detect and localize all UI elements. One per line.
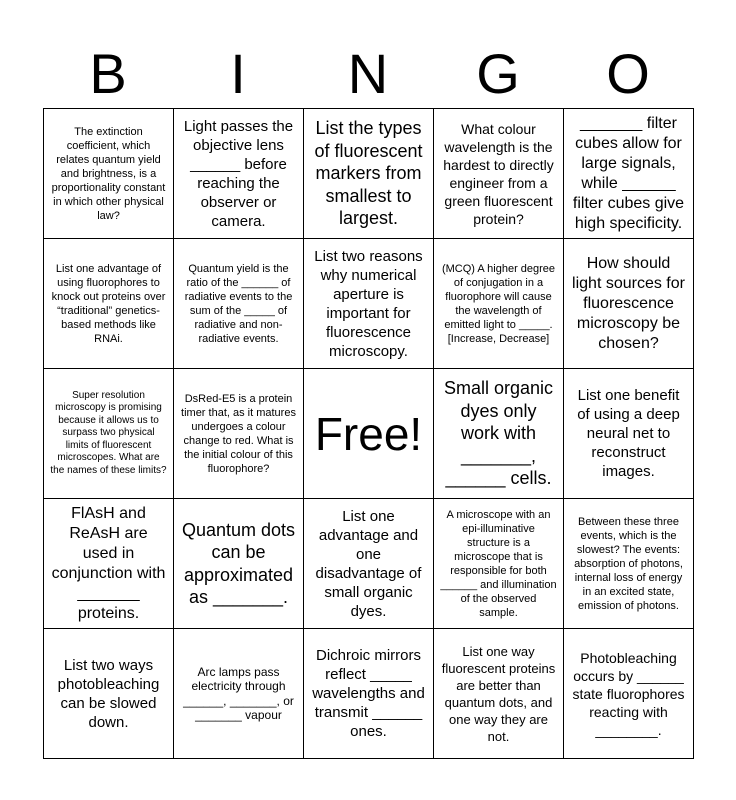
bingo-cell[interactable]: _______ filter cubes allow for large signals, while ______ filter cubes give high specificity. <box>564 109 694 239</box>
bingo-header <box>43 40 693 108</box>
bingo-cell[interactable]: How should light sources for fluorescence microscopy be chosen? <box>564 239 694 369</box>
bingo-cell[interactable]: List two ways photobleaching can be slowed down. <box>44 629 174 759</box>
bingo-cell[interactable]: Quantum dots can be approximated as _______. <box>174 499 304 629</box>
bingo-cell[interactable]: Small organic dyes only work with _______, ______ cells. <box>434 369 564 499</box>
grid-row <box>44 499 694 629</box>
bingo-cell[interactable]: List one advantage and one disadvantage of small organic dyes. <box>304 499 434 629</box>
bingo-cell[interactable]: List one benefit of using a deep neural net to reconstruct images. <box>564 369 694 499</box>
bingo-cell[interactable]: Arc lamps pass electricity through ______, _______, or _______ vapour <box>174 629 304 759</box>
header-letter-n: N <box>347 42 389 105</box>
header-letter-b: B <box>89 42 127 105</box>
bingo-cell[interactable]: List the types of fluorescent markers from smallest to largest. <box>304 109 434 239</box>
bingo-cell[interactable]: Dichroic mirrors reflect _____ wavelengths and transmit ______ ones. <box>304 629 434 759</box>
grid-row <box>44 369 694 499</box>
bingo-cell[interactable]: Light passes the objective lens ______ before reaching the observer or camera. <box>174 109 304 239</box>
bingo-grid <box>43 108 694 759</box>
bingo-cell[interactable]: What colour wavelength is the hardest to directly engineer from a green fluorescent protein? <box>434 109 564 239</box>
free-space[interactable]: Free! <box>304 369 434 499</box>
grid-row <box>44 239 694 369</box>
bingo-cell[interactable]: Super resolution microscopy is promising because it allows us to surpass two physical limits of fluorescent microscopes. What are the names of these limits? <box>44 369 174 499</box>
bingo-cell[interactable]: (MCQ) A higher degree of conjugation in a fluorophore will cause the wavelength of emitted light to _____. [Increase, Decrease] <box>434 239 564 369</box>
bingo-cell[interactable]: The extinction coefficient, which relates quantum yield and brightness, is a proportionality constant in which other physical law? <box>44 109 174 239</box>
bingo-cell[interactable]: List one advantage of using fluorophores to knock out proteins over “traditional” genetics-based methods like RNAi. <box>44 239 174 369</box>
bingo-cell[interactable]: A microscope with an epi-illuminative structure is a microscope that is responsible for both ______ and illumination of the observed sample. <box>434 499 564 629</box>
bingo-cell[interactable]: List one way fluorescent proteins are better than quantum dots, and one way they are not. <box>434 629 564 759</box>
header-letter-g: G <box>476 42 520 105</box>
header-letter-i: I <box>230 42 246 105</box>
bingo-cell[interactable]: DsRed-E5 is a protein timer that, as it matures undergoes a colour change to red. What is the initial colour of this fluorophore? <box>174 369 304 499</box>
bingo-cell[interactable]: List two reasons why numerical aperture is important for fluorescence microscopy. <box>304 239 434 369</box>
bingo-cell[interactable]: FlAsH and ReAsH are used in conjunction with _______ proteins. <box>44 499 174 629</box>
bingo-cell[interactable]: Between these three events, which is the slowest? The events: absorption of photons, internal loss of energy in an excited state, emission of photons. <box>564 499 694 629</box>
bingo-cell[interactable]: Photobleaching occurs by ______ state fluorophores reacting with ________. <box>564 629 694 759</box>
grid-row <box>44 109 694 239</box>
bingo-cell[interactable]: Quantum yield is the ratio of the ______ of radiative events to the sum of the _____ of radiative and non-radiative events. <box>174 239 304 369</box>
header-letter-o: O <box>606 42 650 105</box>
grid-row <box>44 629 694 759</box>
